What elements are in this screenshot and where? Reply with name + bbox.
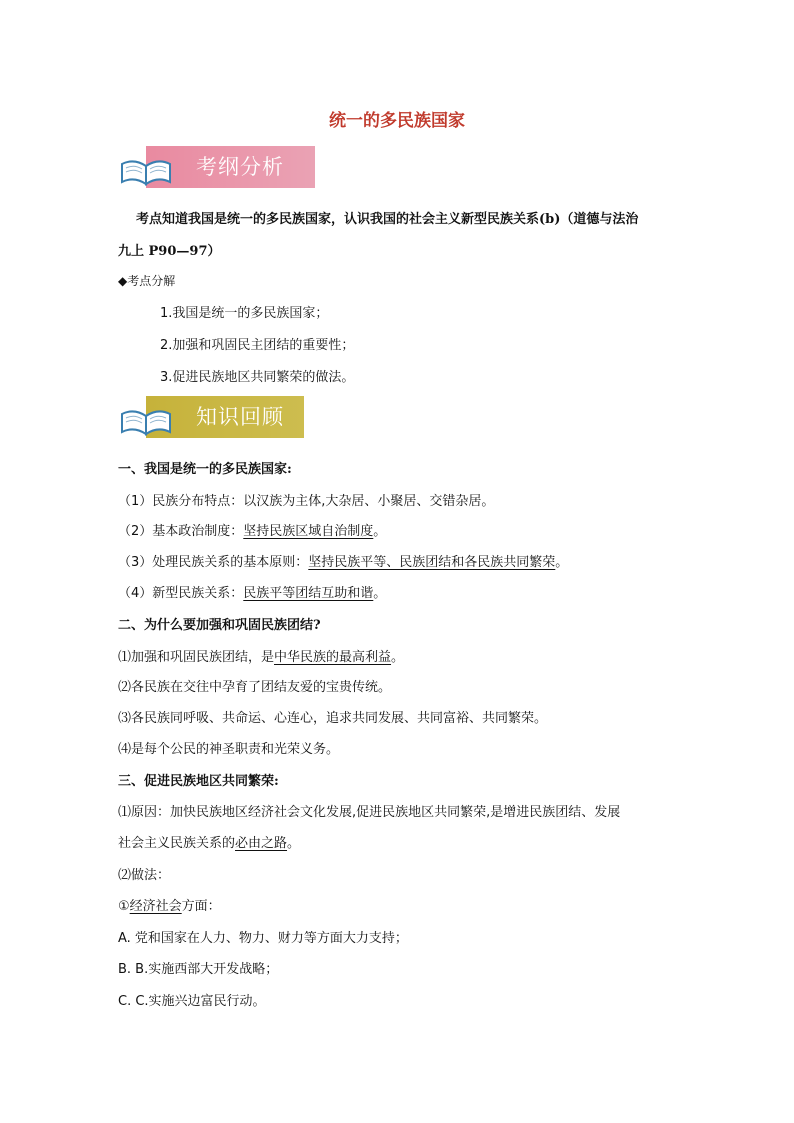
sec2-point-3: ⑶各民族同呼吸、共命运、心连心，追求共同发展、共同富裕、共同繁荣。 [118,711,548,726]
sec3-point-3 [118,895,221,914]
underlined-text: 坚持民族平等、民族团结和各民族共同繁荣 [308,555,556,570]
measure-c: C. C.实施兴边富民行动。 [118,994,266,1009]
banner-label: 知识回顾 [196,405,284,429]
sec3-point-1-cont [118,832,300,851]
text: ⑴加强和巩固民族团结，是 [118,650,275,665]
outline-line-2: 九上 P90—97） [118,244,221,259]
breakdown-label: ◆考点分解 [118,274,176,288]
breakdown-item: 2.加强和巩固民主团结的重要性； [160,338,355,353]
text: 社会主义民族关系的 [118,836,236,851]
text: 。 [373,524,387,539]
text: （4）新型民族关系： [118,586,244,601]
sec1-point-4 [118,582,386,601]
underlined-text: 经济社会 [129,899,182,914]
knowledge-review-banner [118,396,304,438]
text: 。 [391,650,405,665]
underlined-text: 必由之路 [235,836,288,851]
sec2-point-2: ⑵各民族在交往中孕育了团结友爱的宝贵传统。 [118,680,392,695]
text: 方面： [181,899,221,914]
text: ① [118,899,130,914]
sec2-point-1 [118,646,404,665]
sec3-point-2: ⑵做法： [118,868,171,883]
text: （2）基本政治制度： [118,524,244,539]
text: 。 [555,555,569,570]
book-icon [118,404,174,436]
sec1-point-1: （1）民族分布特点：以汉族为主体,大杂居、小聚居、交错杂居。 [118,494,495,509]
sec2-point-4: ⑷是每个公民的神圣职责和光荣义务。 [118,742,340,757]
section-heading-1: 一、我国是统一的多民族国家: [118,462,292,477]
sec3-point-1: ⑴原因：加快民族地区经济社会文化发展,促进民族地区共同繁荣,是增进民族团结、发展 [118,805,621,820]
page-title: 统一的多民族国家 [329,111,465,131]
underlined-text: 坚持民族区域自治制度 [243,524,374,539]
measure-b: B. B.实施西部大开发战略； [118,962,279,977]
underlined-text: 中华民族的最高利益 [274,650,392,665]
exam-outline-banner [118,146,315,188]
measure-a: A. 党和国家在人力、物力、财力等方面大力支持； [118,931,408,946]
breakdown-item: 3.促进民族地区共同繁荣的做法。 [160,370,355,385]
text: 。 [287,836,301,851]
book-icon [118,154,174,186]
sec1-point-3 [118,551,568,570]
text: 。 [373,586,387,601]
outline-line-1: 考点知道我国是统一的多民族国家，认识我国的社会主义新型民族关系(b)（道德与法治 [136,212,639,227]
sec1-point-2 [118,520,386,539]
section-heading-3: 三、促进民族地区共同繁荣: [118,774,279,789]
breakdown-item: 1.我国是统一的多民族国家； [160,306,329,321]
text: （3）处理民族关系的基本原则： [118,555,309,570]
underlined-text: 民族平等团结互助和谐 [243,586,374,601]
banner-label: 考纲分析 [196,155,284,179]
section-heading-2: 二、为什么要加强和巩固民族团结? [118,618,321,633]
